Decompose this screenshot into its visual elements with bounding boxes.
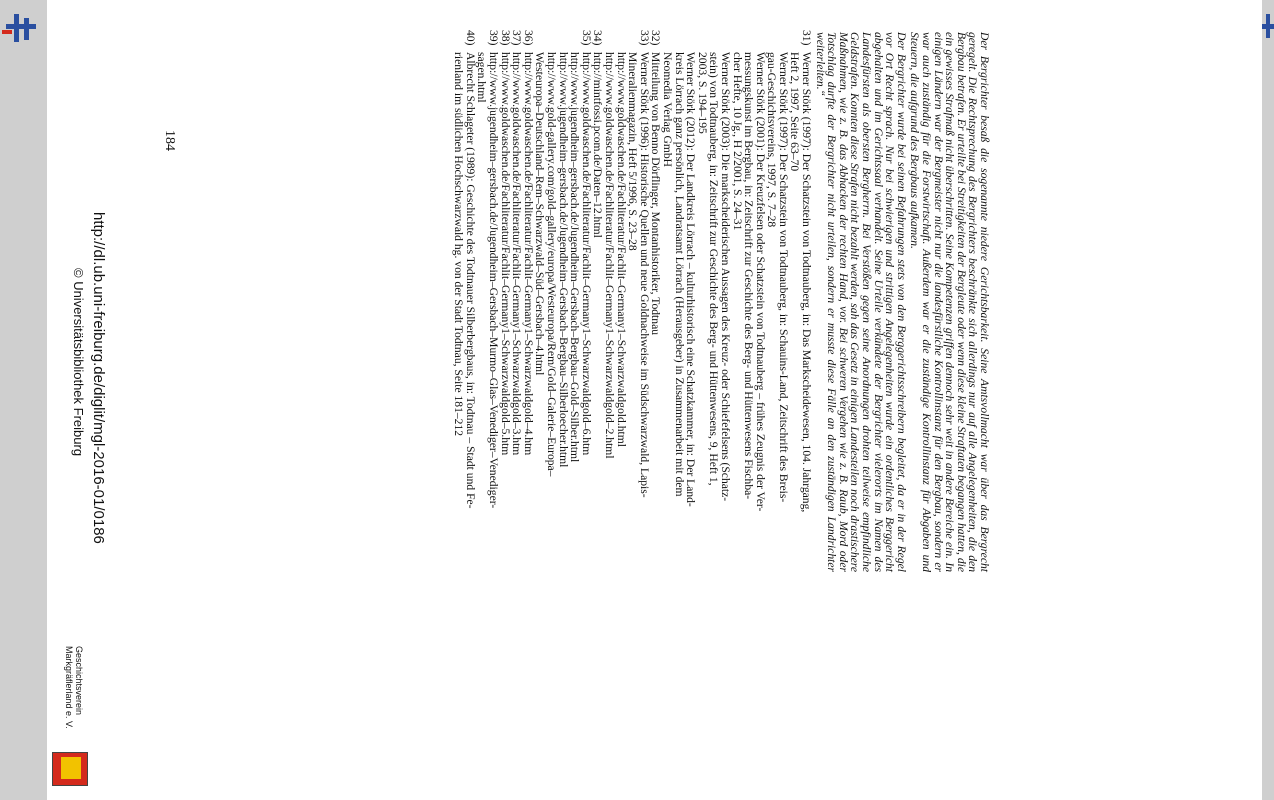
- footnote-line[interactable]: http://www.goldwaschen.de/Fachliteratur/Fachlit–Germany1–Schwarzwaldgold–5.htm: [498, 52, 512, 456]
- footnote-line[interactable]: http://www.goldwaschen.de/Fachliteratur/Fachlit–Germany1–Schwarzwaldgold–4.htm: [521, 52, 535, 456]
- footnote-item: [511, 32, 523, 572]
- footnote-line: Heft 2, 1997, Seite 63–70: [788, 52, 802, 172]
- footnote-item: [476, 32, 499, 572]
- footnote-number: 34): [591, 30, 605, 46]
- footnote-line[interactable]: http://www.jugendheim–gersbach.de/Jugendheim–Gersbach–Murmo–Glas–Venediger–Venediger-: [487, 52, 501, 509]
- footnote-line: rienland im südlichen Hochschwarzwald hg. von der Stadt Todtnau, Seite 181–212: [452, 52, 466, 437]
- footnote-line: kreis Lörrach ganz persönlich, Landratsamt Lörrach (Herausgeber) in Zusammenarbeit mit dem: [672, 52, 686, 497]
- quote-paragraph-2: Der Bergrichter wurde bei seinen Befahrungen stets von den Berggerichtsschreibern begleitet, da er in der Regel vor Ort Recht sprach. Nur bei schwierigen und strittigen Angelegenheiten wurde ein ordentliches Berggericht abgehalten und im Gerichtssaal verhandelt. Seine Urteile verkündete der Bergrichter vielerorts im Namen des Landesfürsten als obersten Bergherrn. Bei Verstößen gegen seine Anordnungen drohten teilweise empfindliche Geldstrafen. Konnten diese Strafen nicht bezahlt werden, sah das Gesetz in einigen Landesteilen noch drastischere Maßnahmen, wie z. B. das Abhacken der rechten Hand, vor. Bei schweren Vergehen wie z. B. Raub, Mord oder Totschlag durfte der Bergrichter nicht urteilen, sondern er musste diese Fälle an den zuständigen Landrichter weiterleiten.“: [813, 32, 908, 572]
- quoted-text: [814, 32, 990, 572]
- footnote-number: 37): [510, 30, 524, 46]
- footnote-line[interactable]: http://mintfossi.pcom.de/Daten–12.html: [591, 52, 605, 238]
- footnote-number: 36): [521, 30, 535, 46]
- footnote-item: [650, 32, 662, 572]
- footnote-line: cher Hefte, 10 Jg., H 2/2001, S. 24–31: [730, 52, 744, 231]
- footnote-item: [592, 32, 604, 572]
- library-logo-fragment-icon: [1262, 0, 1274, 50]
- quote-paragraph-1: Der Bergrichter besaß die sogenannte niedere Gerichtsbarkeit. Seine Amtsvollmacht war über das Bergrecht geregelt. Die Rechtsprechung des Bergrichters beschränkte sich allerdings nur auf alle Angelegenheiten, die den Bergbau betrafen. Er urteilte bei Streitigkeiten der Bergleute oder wenn diese kleine Straftaten begangen hatten, die ein gewisses Strafmaß nicht überschritten. Seine Kompetenzen griffen dennoch sehr weit in andere Bereiche ein. In einigen Ländern war der Bergmeister nicht nur die landesfürstliche Kontrollinstanz für den Bergbau, sondern er war auch zuständig für die Forstwirtschaft. Außerdem war er die zuständige Kontrollinstanz für Abgaben und Steuern, die aufgrund des Bergbaus aufkamen.: [908, 32, 991, 572]
- footnote-number: 31): [800, 30, 814, 46]
- footnote-line[interactable]: http://www.goldwaschen.de/Fachliteratur/Fachlit–Germany1–Schwarzwaldgold–6.htm: [579, 52, 593, 456]
- footnote-item: [534, 32, 592, 572]
- coat-of-arms-icon: [52, 752, 88, 786]
- footnotes-list: [453, 32, 812, 572]
- footnote-number: 38): [498, 30, 512, 46]
- footnote-line: Werner Störk (1997): Der Schatzstein von Todtnauberg, in: Schauins-Land, Zeitschrift des Breis-: [776, 52, 790, 503]
- footnote-line: 2003, S. 194–195: [695, 52, 709, 134]
- footnote-line: Neomedia Verlag GmbH: [660, 52, 674, 168]
- footnote-item: [661, 32, 812, 572]
- copyright-notice: © Universitätsbibliothek Freiburg: [71, 268, 86, 457]
- footnote-number: 40): [463, 30, 477, 46]
- footnote-line: Mitteilung von Benno Dörflinger, Montanhistoriker, Todtnau: [649, 52, 663, 336]
- footnote-item: [522, 32, 534, 572]
- society-name: [64, 646, 84, 729]
- footnote-number: 39): [487, 30, 501, 46]
- footnote-line[interactable]: http://www.jugendheim–gersbach.de/Jugendheim–Gersbach–Bergbau–Gold–Silber.html: [568, 52, 582, 463]
- footnote-item: [453, 32, 476, 572]
- footnote-line: Werner Störk (1997): Der Schatzstein von Todtnauberg, in: Das Markscheidewesen, 104. Jahrgang,: [800, 52, 814, 513]
- footnote-line: Werner Störk (2012): Der Landkreis Lörrach – kulturhistorisch eine Schatzkammer, in: Der Land-: [684, 52, 698, 507]
- footnote-line[interactable]: http://www.goldwaschen.de/Fachliteratur/Fachlit–Germany1–Schwarzwaldgold–2.html: [603, 52, 616, 459]
- footnote-line: Werner Störk (1996): Historische Quellen und neue Goldnachweise im Südschwarzwald, Lapis-: [637, 52, 651, 498]
- footnote-line: gau-Geschichtsvereins, 1997, S. 7–28: [765, 52, 779, 228]
- footnote-line: Westeuropa–Deutschland–Rem–Schwarzwald–Süd–Gersbach–4.html: [533, 52, 547, 376]
- page-body: [453, 32, 990, 572]
- society-line-1: Geschichtsverein: [74, 646, 84, 716]
- footnote-number: 32): [649, 30, 663, 46]
- digital-url[interactable]: http://dl.ub.uni-freiburg.de/diglit/mgl-2016-01/0186: [90, 212, 107, 544]
- library-logo-icon: [0, 0, 46, 60]
- footnote-line: sagen.html: [475, 52, 489, 103]
- right-margin: [1262, 0, 1274, 800]
- footnote-line[interactable]: http://www.goldwaschen.de/Fachliteratur/Fachlit–Germany1–Schwarzwaldgold–3.htm: [510, 52, 524, 456]
- footnote-item: [499, 32, 511, 572]
- footnote-number: 33): [637, 30, 651, 46]
- footnote-number: 35): [579, 30, 593, 46]
- footnote-line: Werner Störk (2001): Der Kreuzfelsen oder Schatzstein von Todtnauberg – frühes Zeugnis der Ver-: [753, 52, 767, 512]
- page-number: 184: [162, 130, 177, 151]
- footnote-item: [603, 32, 649, 572]
- scanned-page: [47, 0, 1262, 800]
- rotated-page-content: [47, 0, 1262, 800]
- footnote-line[interactable]: http://www.jugendheim–gersbach.de/Jugendheim–Gersbach–Bergbau–Silberloecher.html: [556, 52, 570, 468]
- footnote-line: Werner Störk (2003): Die markscheiderischen Aussagen des Kreuz- oder Schiefefelsens (Schatz-: [718, 52, 732, 502]
- footnote-line[interactable]: http://www.gold-gallery.com/gold–gallery/europa/Westeuropa/Rem/Gold–Galerie–Europa–: [545, 52, 559, 477]
- footnote-line[interactable]: http://www.goldwaschen.de/Fachliteratur/Fachlit–Germany1–Schwarzwaldgold.html: [614, 52, 628, 447]
- left-margin: [0, 0, 47, 800]
- footnote-line: Mineralienmagazin, Heft 5/1996, S. 23–28: [626, 52, 640, 251]
- footnote-line: Albrecht Schlageter (1989): Geschichte des Todtnauer Silberbergbaus, in: Todtnau – Stadt und Fe-: [463, 52, 477, 509]
- footnote-line: stein) von Todtnauberg, in: Zeitschrift zur Geschichte des Berg- und Hüttenwesens, 9, Heft 1,: [707, 52, 721, 486]
- footnote-line: messungskunst im Bergbau, in: Zeitschrift zur Geschichte des Berg- und Hüttenwesens Fischba-: [742, 52, 756, 500]
- society-line-2: Markgräflerland e. V.: [64, 646, 74, 729]
